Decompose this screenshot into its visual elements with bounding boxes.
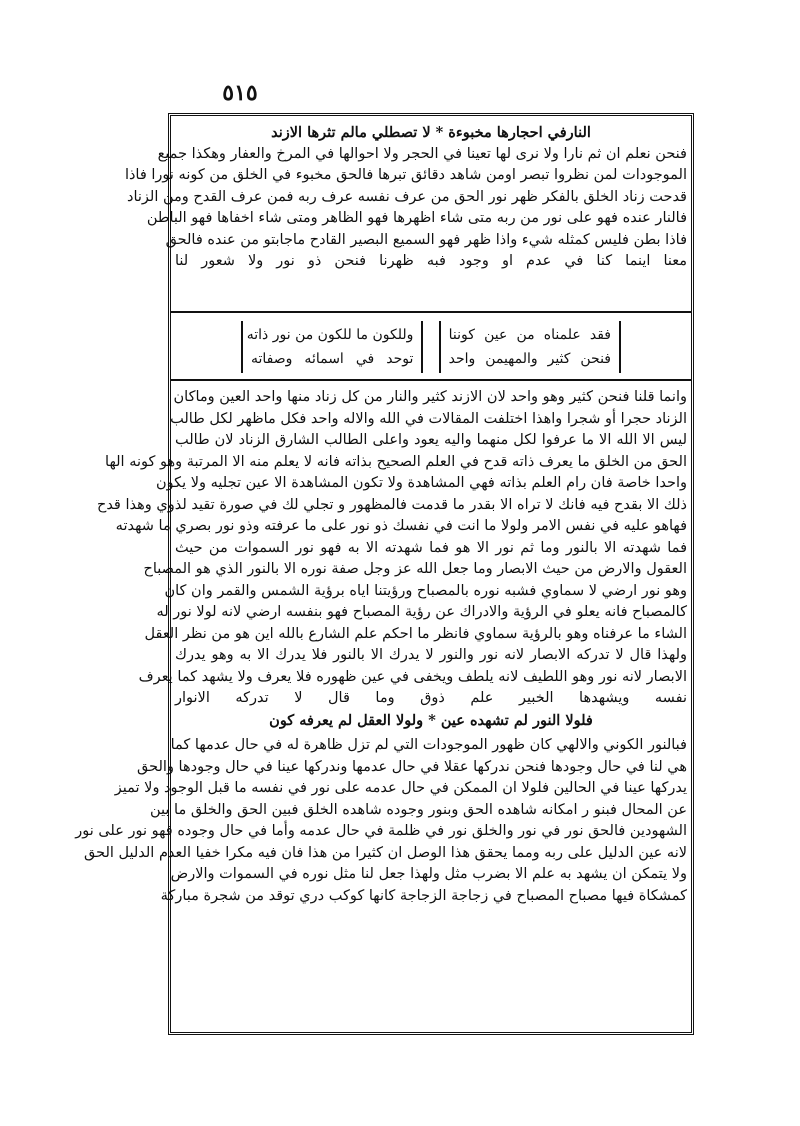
text-line: فهاهو عليه في نفس الامر ولولا ما انت في نفسك ذو نور على ما عرفته وذو نور بصري ما شهدته xyxy=(115,518,687,534)
poem-line: فنحن كثير والمهيمن واحد xyxy=(448,351,611,367)
page-frame xyxy=(75,113,694,1035)
page-number: ٥١٥ xyxy=(222,80,258,106)
text-line: نفسه ويشهدها الخبير علم ذوق وما قال لا تدركه الانوار xyxy=(175,690,687,706)
text-line: يدركها عينا في الحالين فلولا ان الممكن في حال عدمه على نور في نفسه ما قبل الوجود ولا تميز xyxy=(114,780,687,796)
top-text-block xyxy=(124,122,687,273)
text-line: عن المحال فبنو ر امكانه شاهده الحق وبنور وجوده شاهده الخلق فبين الحق والخلق ما بين xyxy=(150,801,687,818)
poem-right-column xyxy=(439,321,621,373)
poem-line: وللكون ما للكون من نور ذاته xyxy=(246,327,414,343)
poem-line: توحد في اسمائه وصفاته xyxy=(251,351,414,367)
text-line: الشهودين فالحق نور في نور والخلق نور في ظلمة في حال عدمه وأما في حال وجوده فهو نور على نور xyxy=(75,823,687,839)
text-line: الزناد حجرا أو شجرا واهذا اختلفت المقالات في الله والاله واحد فكل ماظهر لكل طالب xyxy=(170,410,687,427)
main-text-block xyxy=(96,387,687,731)
text-line: العقول والارض من حيث الابصار وما جعل الله عز وجل صفة نوره الا بالنور الذي هو المصباح xyxy=(143,561,687,577)
text-line: واحدا خاصة فان رام العلم بذاته فهي المشاهدة ولا تكون المشاهدة الا عين تجليه ولا يكون xyxy=(155,475,687,491)
text-line: ولا يتمكن ان يشهد به علم الا بضرب مثل ولهذا جعل لنا مثل نوره في السموات والارض xyxy=(170,866,687,882)
text-line: ليس الا الله الا ما عرفوا لكل منهما واليه يعود واعلى الطالب الشارق الزناد لان طالب xyxy=(175,432,687,448)
text-line: الابصار لانه نور وهو اللطيف لانه يلطف ويخفى في عين ظهوره فلا يعرف ولا يشهد كما يعرف xyxy=(138,668,687,685)
text-line: كمشكاة فيها مصباح المصباح في زجاجة الزجاجة كانها كوكب دري توقد من شجرة مباركة xyxy=(160,887,687,904)
verse-line: فلولا النور لم تشهده عين * ولولا العقل لم يعرفه كون xyxy=(269,711,593,729)
text-line: وانما قلنا فنحن كثير وهو واحد لان الازند كثير والنار من كل زناد منها واحد العين وماكان xyxy=(173,389,687,405)
text-line: الموجودات لمن نظروا تبصر اومن شاهد دقائق تبرها فالحق مخبوء في الخلق من كونه نورا فاذا xyxy=(124,167,687,183)
poem-line: فقد علمناه من عين كوننا xyxy=(448,327,611,343)
text-line: وهو نور ارضي لا سماوي فشبه نوره بالمصباح ورؤيتنا اياه برؤية الشمس والقمر وان كان xyxy=(164,582,687,599)
text-line: هي لنا في حال وجودها فنحن ندركها عقلا في حال عدمها وندركها عينا في حال وجودها والحق xyxy=(137,758,687,775)
divider-line xyxy=(171,379,691,381)
text-line: فنحن نعلم ان ثم نارا ولا نرى لها تعينا في الحجر ولا احوالها في المرخ والعفار وهكذا جميع xyxy=(157,145,687,162)
text-line: الشاء ما عرفناه وهو بالرؤية سماوي فانظر ما احكم علم الشارع بالله اين هو من نظر العقل xyxy=(144,625,687,642)
text-line: ذلك الا بقدح فيه فانك لا تراه الا بقدر ما قدمت فالمظهور و تجلي لك في صورة تقيد لذوي وهذا قدح xyxy=(96,496,687,513)
text-line: فبالنور الكوني والالهي كان ظهور الموجودات التي لم تزل ظاهرة له في حال عدمها كما xyxy=(170,737,687,753)
poem-block xyxy=(241,321,621,373)
divider-line xyxy=(171,311,691,313)
text-line: قدحت زناد الخلق بالفكر ظهر نور الحق من عرف نفسه عرف ربه فمن عرف القدح ومن الزناد xyxy=(127,188,687,205)
bottom-text-block xyxy=(75,735,687,907)
text-line: فاذا بطن فليس كمثله شيء واذا ظهر فهو السميع البصير القادح ماجابتو من عنده فالحق xyxy=(165,231,687,248)
text-line: لانه عين الدليل على ربه ومما يحقق هذا الوصل ان كثيرا من هذا فان فيه مكرا خفيا العدم الدليل الحق xyxy=(84,844,687,861)
poem-left-column xyxy=(241,321,423,373)
text-line: فالنار عنده فهو على نور من ربه متى شاء اظهرها فهو الظاهر ومتى شاء اخفاها فهو الباطن xyxy=(146,210,687,226)
text-line: فما شهدته الا بالنور وما ثم نور الا هو فما شهدته الا به فهو نور السموات من حيث xyxy=(175,539,687,556)
text-line: الحق من الخلق ما يعرف ذاته قدح في العلم الصحيح بذاته فانه لا يعلم منه الا المرتبة وهو كونه الها xyxy=(105,453,687,470)
text-line: ولهذا قال لا تدركه الابصار لانه نور والنور لا يدرك الا بالنور فلا يدرك الا به وهو يدرك xyxy=(175,647,687,663)
opening-verse: النارفي احجارها مخبوءة * لا تصطلي مالم تثرها الازند xyxy=(271,124,591,141)
text-line: معنا اينما كنا في عدم او وجود فبه ظهرنا فنحن ذو نور ولا شعور لنا xyxy=(175,253,687,269)
text-line: كالمصباح فانه يعلو في الرؤية والادراك عن رؤية المصباح فهو بنفسه ارضي لانه لولا نور له xyxy=(156,604,687,620)
